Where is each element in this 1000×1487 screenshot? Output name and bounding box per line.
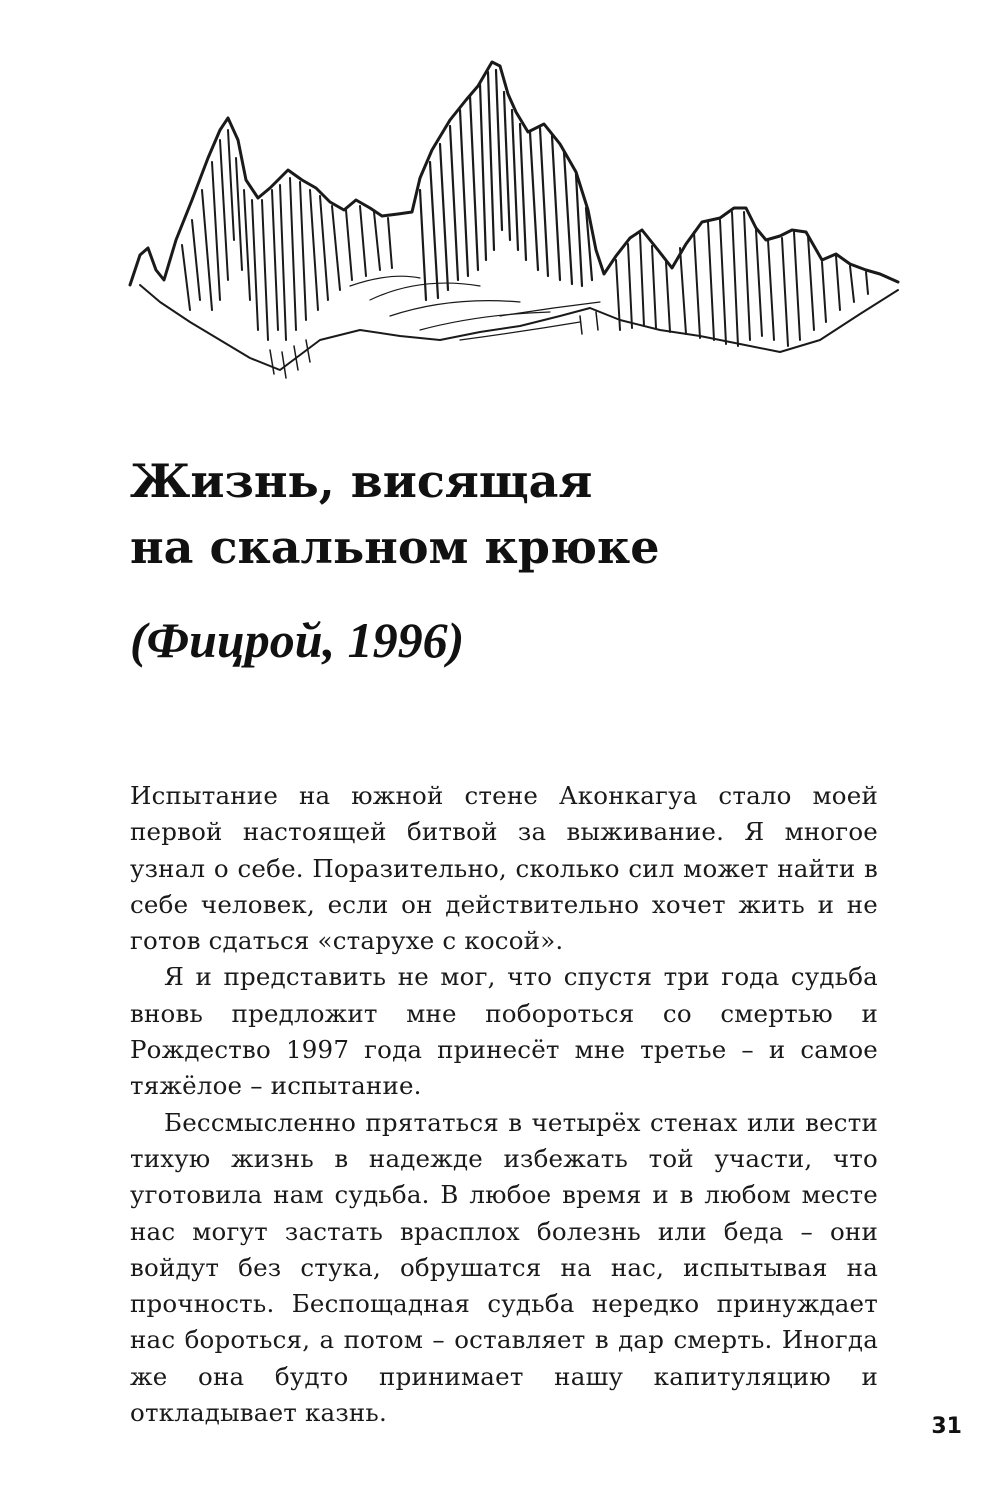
mountain-range-sketch-icon xyxy=(120,40,910,390)
body-text xyxy=(130,778,878,1431)
chapter-subtitle: (Фицрой, 1996) xyxy=(130,612,465,668)
chapter-title-line-1: Жизнь, висящая xyxy=(130,454,593,508)
chapter-title-line-2: на скальном крюке xyxy=(130,520,660,574)
paragraph-1: Испытание на южной стене Аконкагуа стало моей первой настоящей битвой за выживание. Я многое узнал о себе. Поразительно, сколько сил может найти в себе человек, если он действительно хочет жить и не готов сдаться «старухе с косой». xyxy=(130,781,878,956)
paragraph-3: Бессмысленно прятаться в четырёх стенах или вести тихую жизнь в надежде избежать той участи, что уготовила нам судьба. В любое время и в любом месте нас могут застать врасплох болезнь или беда – они войдут без стука, обрушатся на нас, испытывая на прочность. Беспощадная судьба нередко принуждает нас бороться, а потом – оставляет в дар смерть. Иногда же она будто принимает нашу капитуляцию и откладывает казнь. xyxy=(130,1107,878,1428)
page-number: 31 xyxy=(931,1414,962,1439)
paragraph-2: Я и представить не мог, что спустя три года судьба вновь предложит мне побороться со смертью и Рождество 1997 года принесёт мне третье – и самое тяжёлое – испытание. xyxy=(130,962,878,1101)
chapter-title xyxy=(130,448,660,580)
